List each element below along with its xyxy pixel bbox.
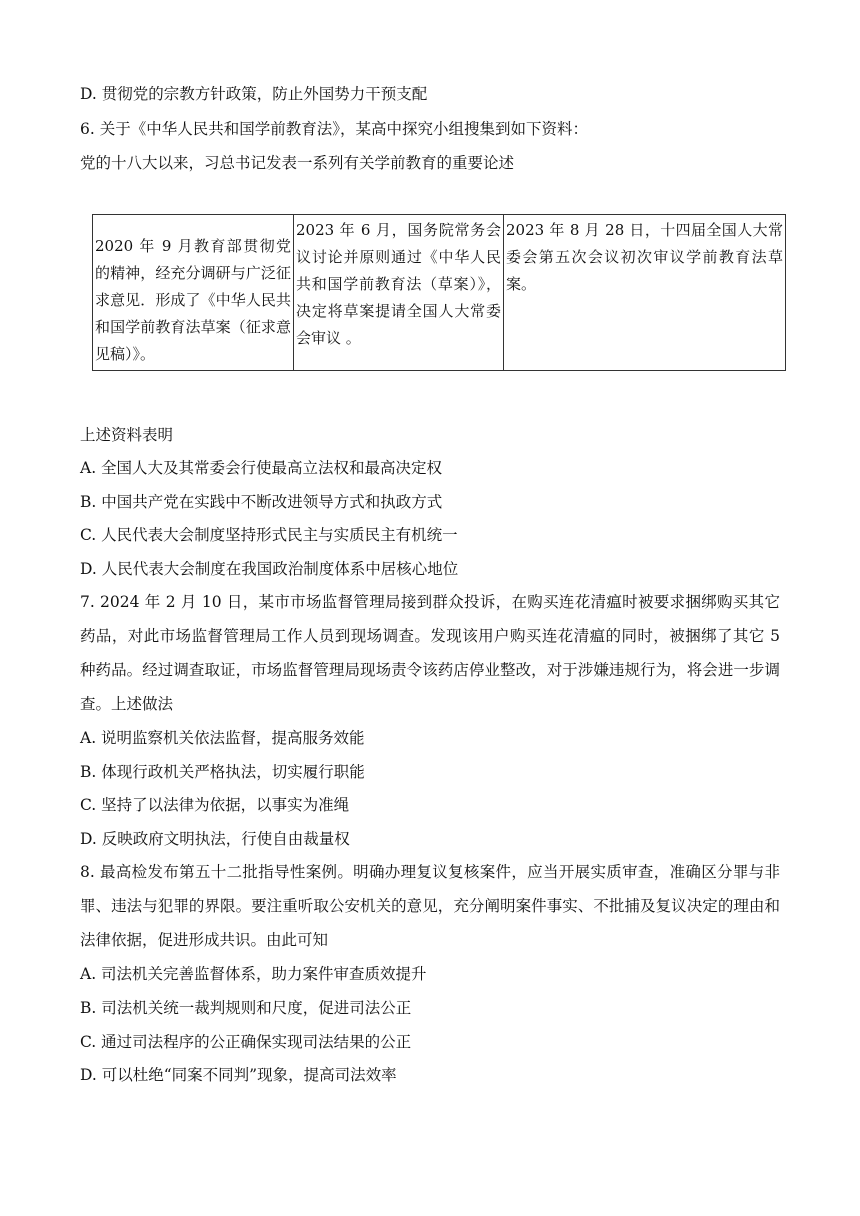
q6-option-c: C. 人民代表大会制度坚持形式民主与实质民主有机统一 bbox=[80, 526, 458, 544]
table-cell-2023-august: 2023 年 8 月 28 日，十四届全国人大常委会第五次会议初次审议学前教育法草案。 bbox=[504, 215, 786, 371]
q6-prompt: 上述资料表明 bbox=[80, 426, 174, 444]
q8-option-b: B. 司法机关统一裁判规则和尺度，促进司法公正 bbox=[80, 999, 412, 1017]
table-cell-2020: 2020 年 9 月教育部贯彻党的精神，经充分调研与广泛征求意见．形成了《中华人民共和国学前教育法草案（征求意见稿）》。 bbox=[93, 215, 294, 371]
q5-option-d: D. 贯彻党的宗教方针政策，防止外国势力干预支配 bbox=[80, 85, 428, 103]
q8-option-a: A. 司法机关完善监督体系，助力案件审查质效提升 bbox=[80, 965, 427, 983]
q6-intro: 党的十八大以来，习总书记发表一系列有关学前教育的重要论述 bbox=[80, 154, 515, 172]
table-row bbox=[93, 215, 786, 371]
q8-option-c: C. 通过司法程序的公正确保实现司法结果的公正 bbox=[80, 1033, 412, 1051]
table-cell-2023-june: 2023 年 6 月，国务院常务会议讨论并原则通过《中华人民共和国学前教育法（草案）》，决定将草案提请全国人大常委会审议 。 bbox=[294, 215, 504, 371]
q7-stem: 7. 2024 年 2 月 10 日，某市市场监督管理局接到群众投诉，在购买连花清瘟时被要求捆绑购买其它药品，对此市场监督管理局工作人员到现场调查。发现该用户购买连花清瘟的同时，被捆绑了其它 5 种药品。经过调查取证，市场监督管理局现场责令该药店停业整改，对于涉嫌违规行为，将会进一步调查。上述做法 bbox=[80, 593, 780, 713]
q7-option-d: D. 反映政府文明执法，行使自由裁量权 bbox=[80, 830, 350, 848]
q6-option-b: B. 中国共产党在实践中不断改进领导方式和执政方式 bbox=[80, 493, 443, 511]
q6-option-a: A. 全国人大及其常委会行使最高立法权和最高决定权 bbox=[80, 459, 443, 477]
q6-option-d: D. 人民代表大会制度在我国政治制度体系中居核心地位 bbox=[80, 560, 459, 578]
q7-option-c: C. 坚持了以法律为依据，以事实为准绳 bbox=[80, 796, 350, 814]
q6-stem: 6. 关于《中华人民共和国学前教育法》，某高中探究小组搜集到如下资料： bbox=[80, 120, 588, 138]
q8-option-d: D. 可以杜绝“同案不同判”现象，提高司法效率 bbox=[80, 1066, 397, 1084]
q8-stem: 8. 最高检发布第五十二批指导性案例。明确办理复议复核案件，应当开展实质审查，准确区分罪与非罪、违法与犯罪的界限。要注重听取公安机关的意见，充分阐明案件事实、不批捕及复议决定的理由和法律依据，促进形成共识。由此可知 bbox=[80, 863, 780, 949]
q7-option-a: A. 说明监察机关依法监督，提高服务效能 bbox=[80, 729, 365, 747]
q6-materials-table bbox=[92, 214, 786, 371]
q7-option-b: B. 体现行政机关严格执法，切实履行职能 bbox=[80, 763, 365, 781]
